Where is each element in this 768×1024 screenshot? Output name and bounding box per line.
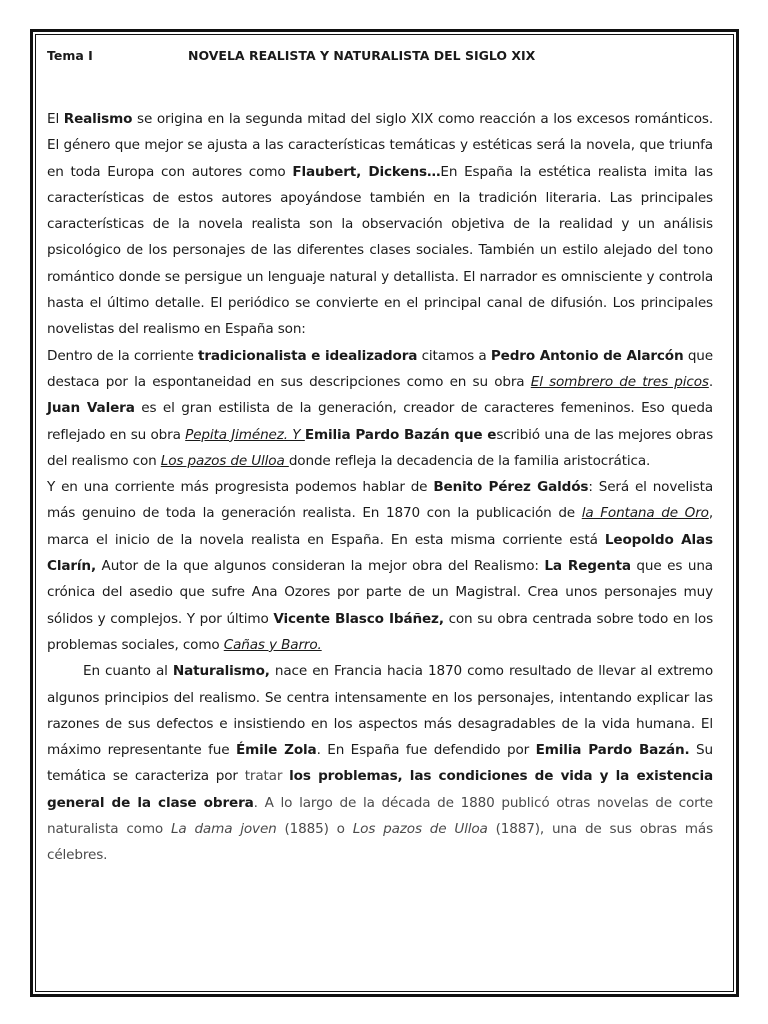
text-run: con su obra centrada sobre todo en los problemas sociales, como — [47, 610, 714, 653]
topic-label: Tema I — [47, 48, 93, 63]
paragraph-naturalismo — [47, 658, 713, 868]
text-run: Autor de la que algunos consideran la mejor obra del Realismo: — [95, 558, 545, 575]
theme-clase-obrera: los problemas, las condiciones de vida y la existencia general de la clase obrera — [47, 768, 713, 811]
text-run: donde refleja la decadencia de la familia aristocrática. — [288, 452, 651, 469]
document-body — [47, 106, 713, 869]
text-run: Su temática se caracteriza por — [47, 742, 713, 785]
text-run: En cuanto al — [83, 663, 173, 680]
text-run: scribió una de las mejores obras del realismo con — [47, 426, 713, 469]
work-pazos: Los pazos de Ulloa — [160, 452, 289, 469]
text-run: tratar — [244, 768, 290, 785]
author-pardo-bazan: Emilia Pardo Bazán que e — [304, 426, 497, 443]
text-run: . En España fue defendido por — [316, 742, 536, 759]
author-alarcon: Pedro Antonio de Alarcón — [490, 347, 684, 364]
work-dama-joven: La dama joven — [170, 821, 277, 838]
text-run: que es una crónica del asedio que sufre Ana Ozores por parte de un Magistral. Crea unos personajes muy sólidos y complejos. Y por último — [47, 558, 713, 627]
work-sombrero: El sombrero de tres picos — [530, 373, 709, 390]
term-tradicionalista: tradicionalista e idealizadora — [197, 347, 418, 364]
work-fontana: la Fontana de Oro — [581, 505, 709, 522]
author-clarin: Leopoldo Alas Clarín, — [47, 531, 714, 575]
document-header — [47, 48, 713, 68]
text-run: Dentro de la corriente — [47, 347, 198, 364]
text-run: (1885) o — [276, 821, 353, 838]
text-run: . — [708, 373, 713, 390]
text-run: El — [47, 111, 64, 127]
text-run: nace en Francia hacia 1870 como resultado de llevar al extremo algunos principios del realismo. Se centra intensamente en los personajes, intentando explicar las razones de sus defectos e insistiendo en los aspectos más desagradables de la vida humana. El máximo representante fue — [47, 663, 713, 759]
text-run: se origina en la segunda mitad del siglo XIX como reacción a los excesos románticos. El género que mejor se ajusta a las características temáticas y estéticas será la novela, que triunfa en toda Europa con autores como — [47, 111, 713, 180]
work-pepita: Pepita Jiménez. Y — [185, 426, 305, 443]
text-run: que destaca por la espontaneidad en sus descripciones como en su obra — [47, 347, 713, 390]
text-run: Y en una corriente más progresista podemos hablar de — [47, 479, 434, 496]
author-zola: Émile Zola — [235, 742, 317, 759]
text-run: es el gran estilista de la generación, creador de caracteres femeninos. Eso queda reflejado en su obra — [47, 400, 713, 443]
work-regenta: La Regenta — [544, 558, 631, 575]
work-canas-barro: Cañas y Barro. — [223, 636, 322, 653]
author-valera: Juan Valera — [47, 400, 135, 417]
term-realismo: Realismo — [63, 111, 133, 127]
text-run: En España la estética realista imita las características de estos autores apoyándose también en la tradición literaria. Las principales características de la novela realista son la observación objetiva de la realidad y un análisis psicológico de los personajes de las diferentes clases sociales. También un estilo alejado del tono romántico donde se persigue un lenguaje natural y detallista. El narrador es omnisciente y controla hasta el último detalle. El periódico se convierte en el principal canal de difusión. Los principales novelistas del realismo en España son: — [47, 163, 713, 338]
author-galdos: Benito Pérez Galdós — [433, 479, 589, 496]
author-pardo-bazan-2: Emilia Pardo Bazán. — [535, 742, 690, 759]
term-naturalismo: Naturalismo, — [172, 663, 270, 680]
text-run: . A lo largo de la década de 1880 publicó otras novelas de corte naturalista como — [47, 794, 713, 838]
paragraph-tradicionalista — [47, 343, 713, 474]
paragraph-realismo-intro — [47, 106, 713, 343]
text-run: , marca el inicio de la novela realista en España. En esta misma corriente está — [47, 505, 713, 548]
paragraph-progresista — [47, 474, 713, 658]
document-title: NOVELA REALISTA Y NATURALISTA DEL SIGLO XIX — [188, 48, 536, 63]
authors-europe: Flaubert, Dickens… — [292, 163, 441, 180]
work-pazos-2: Los pazos de Ulloa — [352, 821, 488, 838]
text-run: (1887), una de sus obras más célebres. — [47, 821, 713, 864]
text-run: citamos a — [417, 347, 491, 364]
author-blasco-ibanez: Vicente Blasco Ibáñez, — [273, 610, 444, 627]
text-run: : Será el novelista más genuino de toda la generación realista. En 1870 con la publicación de — [47, 479, 714, 522]
